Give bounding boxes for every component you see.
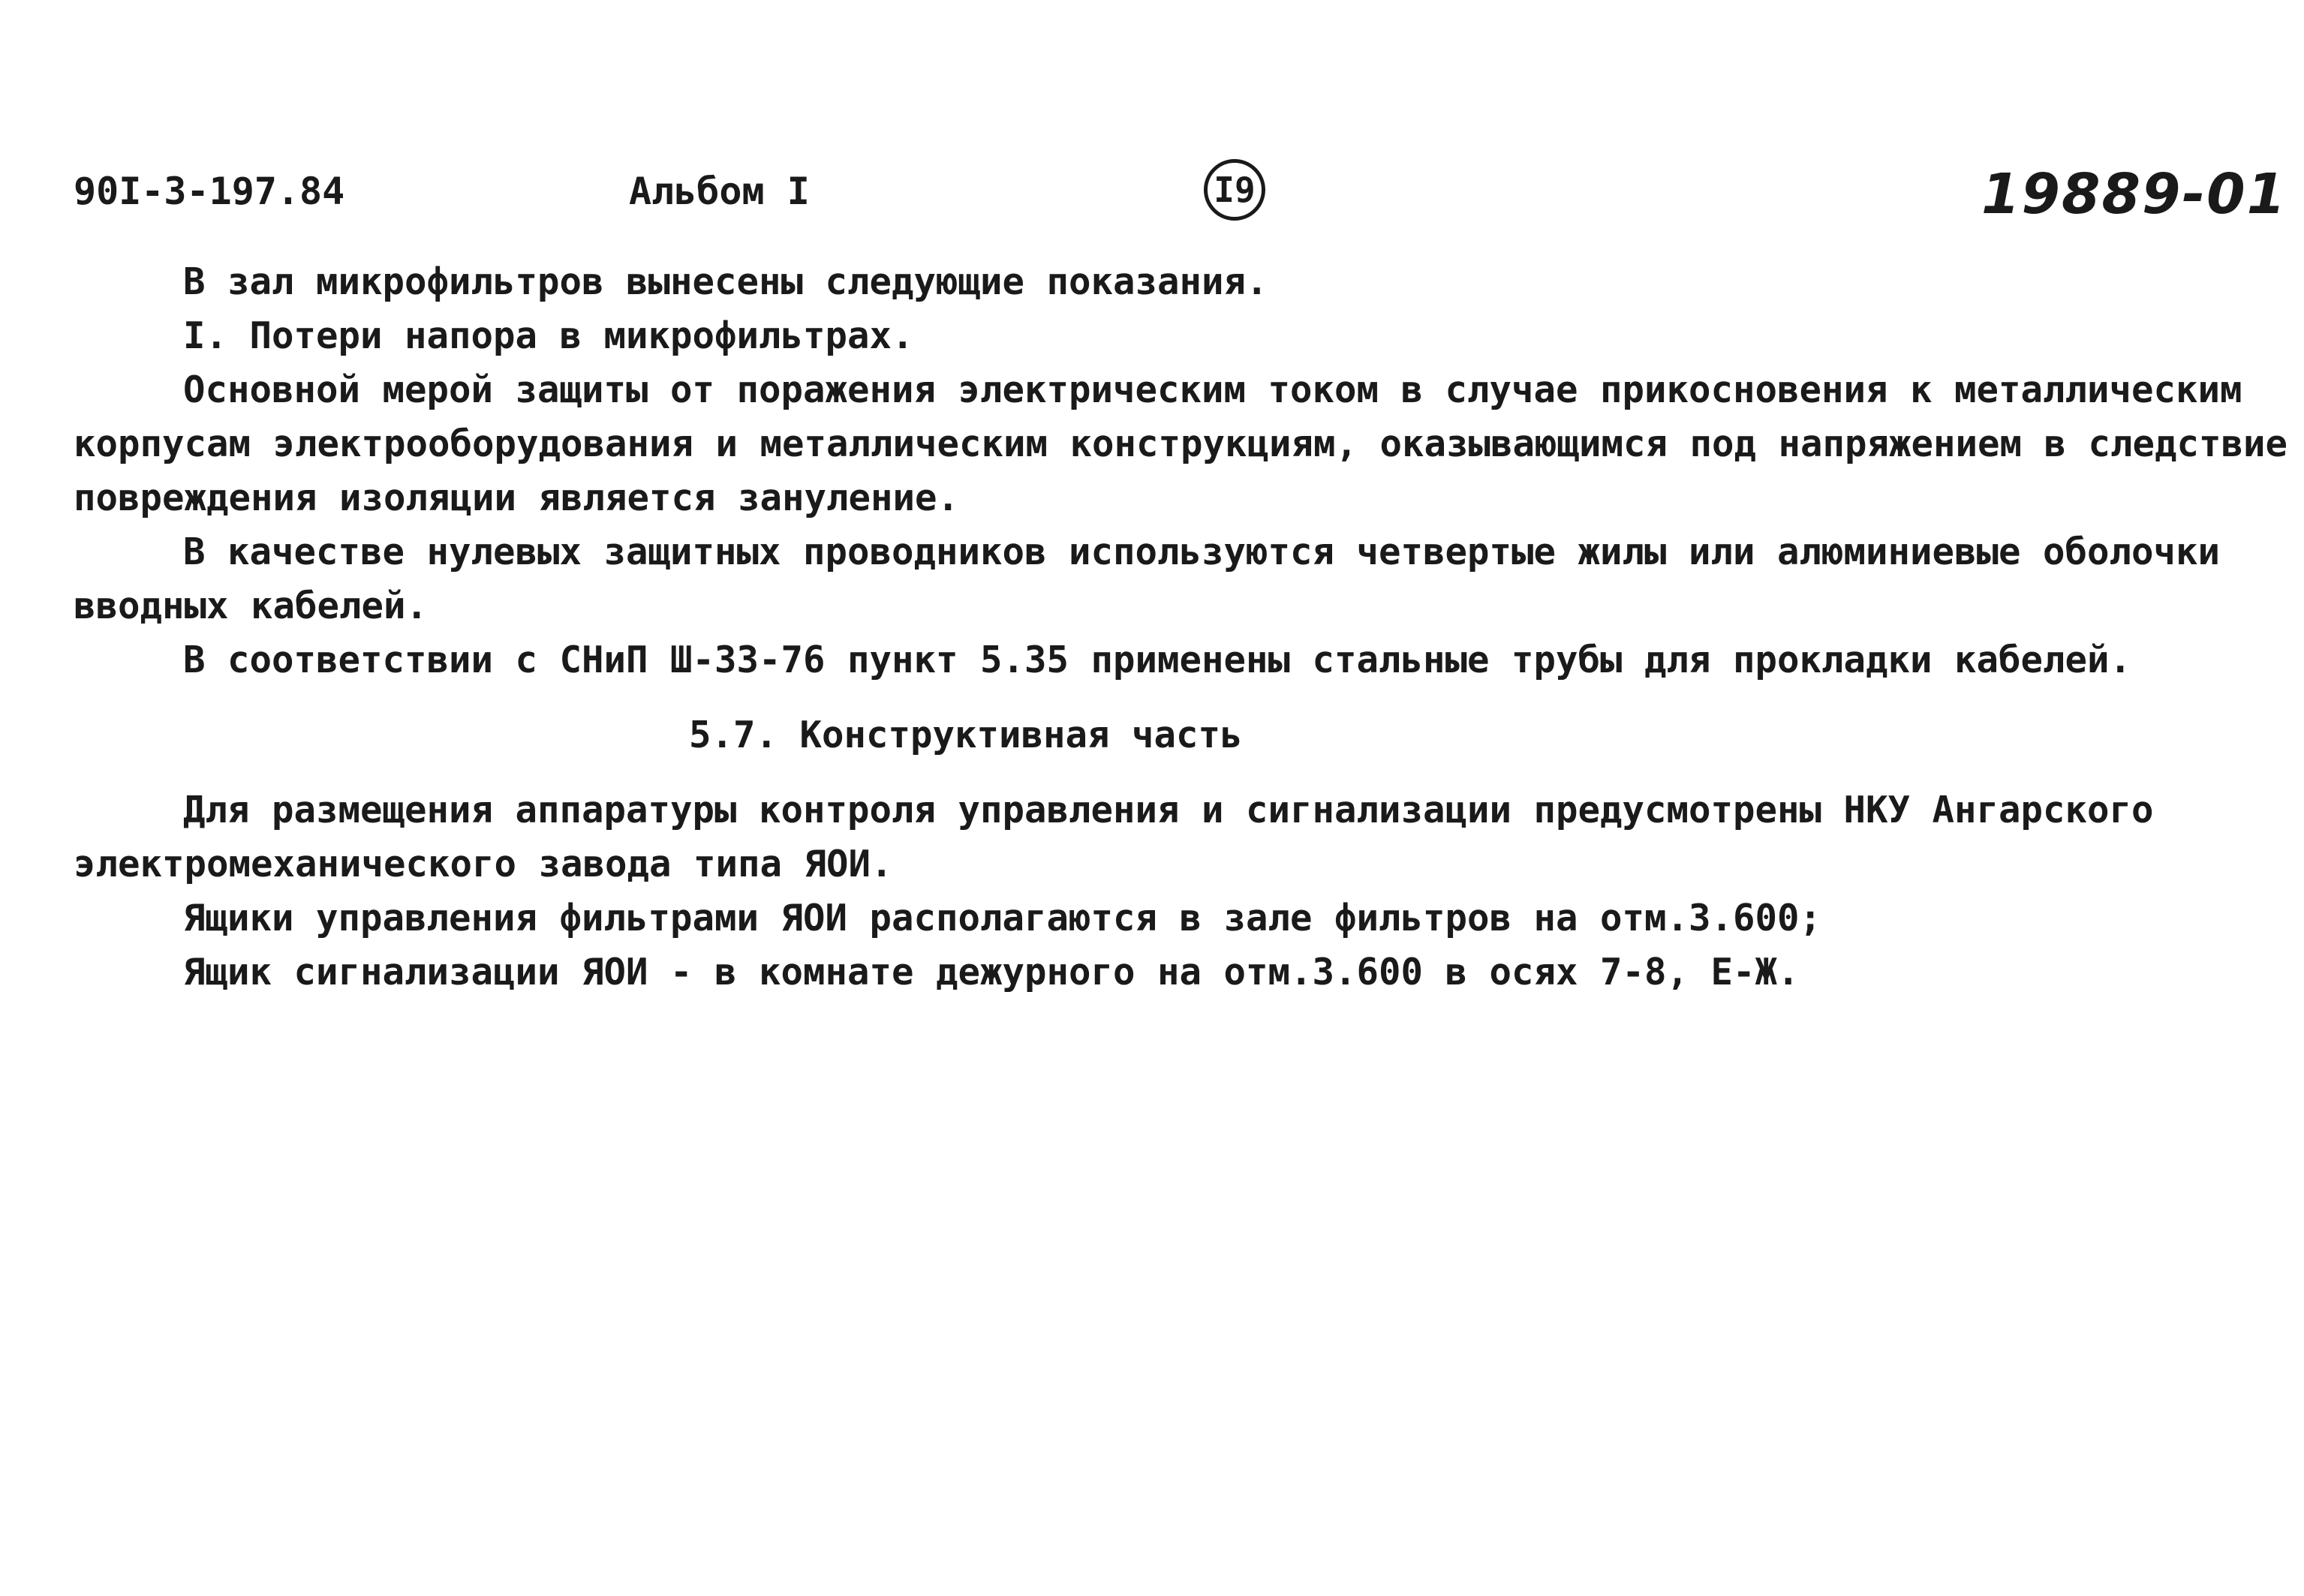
text-line: В зал микрофильтров вынесены следующие показания. <box>183 260 1268 303</box>
document-body <box>74 255 2288 999</box>
document-code: 90I-3-197.84 <box>74 170 345 213</box>
text-line: повреждения изоляции является зануление. <box>74 476 960 519</box>
text-line: Ящик сигнализации ЯОИ - в комнате дежурного на отм.3.600 в осях 7-8, Е-Ж. <box>183 951 1800 993</box>
text-line: вводных кабелей. <box>74 585 429 627</box>
text-line: корпусам электрооборудования и металлическим конструкциям, оказывающимся под напряжением в следствие <box>74 422 2288 465</box>
text-line: Для размещения аппаратуры контроля управления и сигнализации предусмотрены НКУ Ангарского <box>183 789 2154 831</box>
text-line: В качестве нулевых защитных проводников используются четвертые жилы или алюминиевые оболочки <box>183 530 2221 573</box>
text-line: Ящики управления фильтрами ЯОИ располагаются в зале фильтров на отм.3.600; <box>183 897 1822 939</box>
album-label: Альбом I <box>629 170 810 213</box>
page-number-circle <box>1204 159 1265 221</box>
text-line: I. Потери напора в микрофильтрах. <box>183 314 914 357</box>
text-line: Основной мерой защиты от поражения электрическим током в случае прикосновения к металлическим <box>183 368 2242 411</box>
section-heading: 5.7. Конструктивная часть <box>689 714 1243 756</box>
text-line: электромеханического завода типа ЯОИ. <box>74 843 893 885</box>
text-line: В соответствии с СНиП Ш-33-76 пункт 5.35 применены стальные трубы для прокладки кабелей. <box>183 639 2132 681</box>
archive-number: 19889-01 <box>1981 162 2287 227</box>
page-number: I9 <box>1214 170 1256 210</box>
